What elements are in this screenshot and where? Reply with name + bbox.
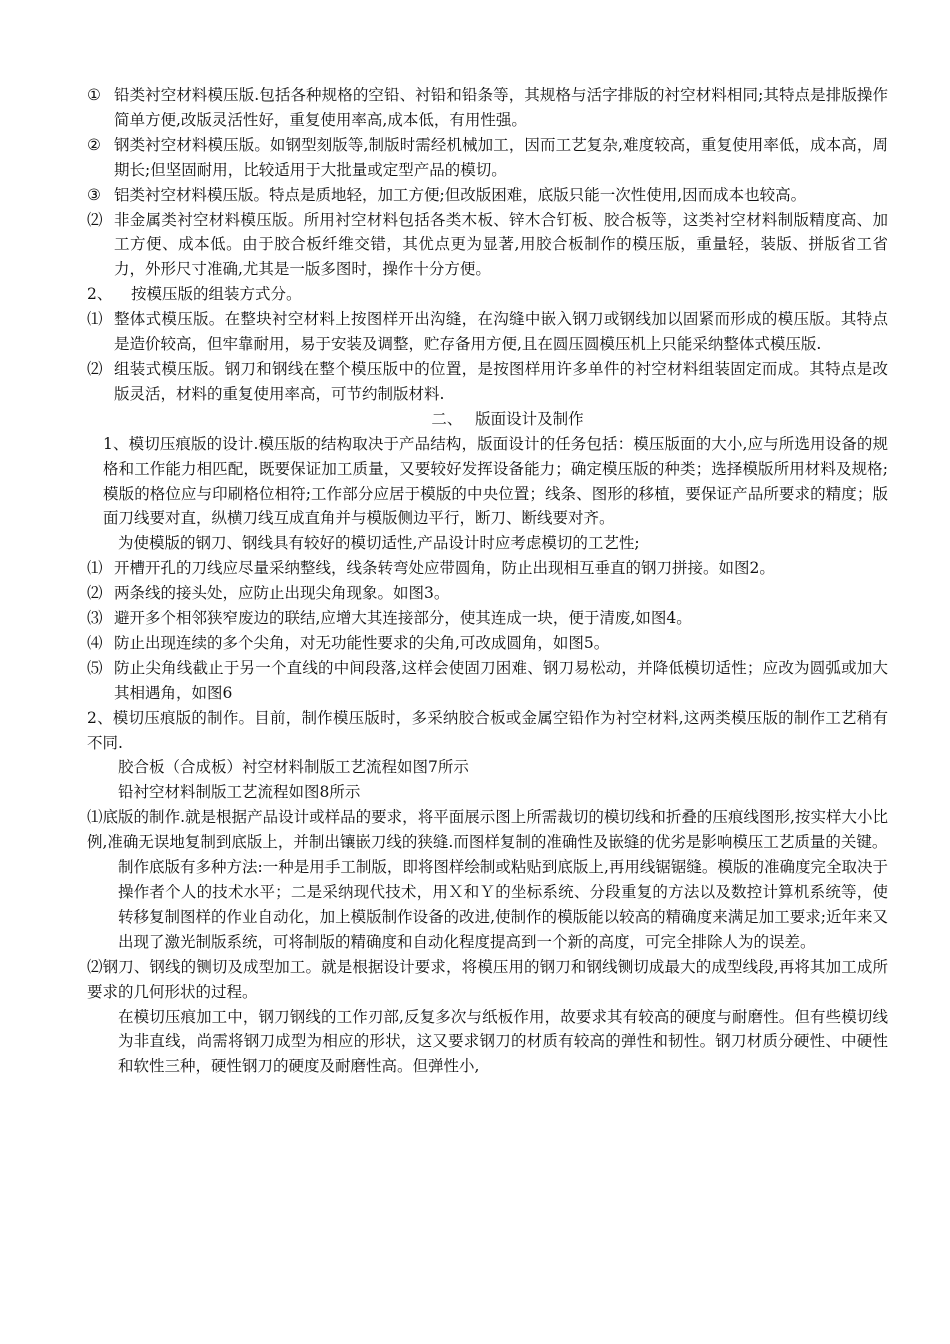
list-item (87, 133, 888, 183)
paragraph: 1、模切压痕版的设计.模压版的结构取决于产品结构，版面设计的任务包括：模压版面的大小,应与所选用设备的规格和工作能力相匹配，既要保证加工质量，又要较好发挥设备能力；确定模压版的种类；选择模版所用材料及规格;模版的格位应与印刷格位相符;工作部分应居于模版的中央位置；线条、图形的移植，要保证产品所要求的精度；版面刀线要对直，纵横刀线互成直角并与模版侧边平行，断刀、断线要对齐。 (103, 434, 888, 528)
paragraph: 2、模切压痕版的制作。目前，制作模压版时，多采纳胶合板或金属空铅作为衬空材料,这两类模压版的制作工艺稍有不同. (87, 708, 888, 752)
item-text: 非金属类衬空材料模压版。所用衬空材料包括各类木板、锌木合钉板、胶合板等，这类衬空材料制版精度高、加工方便、成本低。由于胶合板纤维交错，其优点更为显著,用胶合板制作的模压版，重量轻，装版、拼版省工省力，外形尺寸准确,尤其是一版多图时，操作十分方便。 (114, 210, 888, 279)
item-number: ⑴ (87, 808, 103, 827)
item-text: 防止尖角线截止于另一个直线的中间段落,这样会使固刀困难、钢刀易松动，并降低模切适性；应改为圆弧或加大其相遇角，如图6 (114, 658, 888, 702)
item-text: 组装式模压版。钢刀和钢线在整个模压版中的位置，是按图样用许多单件的衬空材料组装固定而成。其特点是改版灵活，材料的重复使用率高，可节约制版材料. (114, 359, 888, 403)
numbered-paragraph (87, 805, 888, 855)
item-number: ⑵ (87, 210, 103, 229)
list-item (87, 656, 888, 706)
item-number: ⑶ (87, 609, 103, 628)
item-number: ① (87, 86, 101, 104)
list-item (87, 208, 888, 283)
item-number: ⑵ (87, 359, 103, 378)
item-number: ⑴ (87, 310, 103, 329)
item-number: ⑵ (87, 584, 103, 603)
item-number: ② (87, 135, 101, 154)
list-item (87, 357, 888, 407)
list-item (87, 631, 888, 656)
item-number: ⑴ (87, 559, 103, 578)
item-number: ③ (87, 185, 101, 204)
numbered-paragraph (87, 955, 888, 1005)
paragraph: 为使模版的钢刀、钢线具有较好的模切适性,产品设计时应考虑模切的工艺性; (118, 534, 640, 553)
item-text: 铅类衬空材料模压版.包括各种规格的空铅、衬铅和铅条等，其规格与活字排版的衬空材料相同;其特点是排版操作简单方便,改版灵活性好，重复使用率高,成本低，有用性强。 (114, 86, 888, 129)
item-text: 两条线的接头处，应防止出现尖角现象。如图3。 (114, 584, 450, 603)
section-heading: 二、 版面设计及制作 (431, 409, 584, 428)
item-text: 钢刀、钢线的铡切及成型加工。就是根据设计要求，将模压用的钢刀和钢线铡切成最大的成型线段,再将其加工成所要求的几何形状的过程。 (87, 957, 888, 1001)
list-item (87, 556, 888, 581)
list-item (87, 606, 888, 631)
heading-text: 按模压版的组装方式分。 (131, 285, 302, 304)
item-text: 铝类衬空材料模压版。特点是质地轻，加工方便;但改版困难，底版只能一次性使用,因而成本也较高。 (114, 185, 807, 204)
item-text: 防止出现连续的多个尖角，对无功能性要求的尖角,可改成圆角，如图5。 (114, 633, 610, 652)
item-text: 钢类衬空材料模压版。如钢型刻版等,制版时需经机械加工，因而工艺复杂,难度较高，重复使用率低，成本高，周期长;但坚固耐用，比较适用于大批量或定型产品的模切。 (114, 135, 888, 179)
paragraph: 铅衬空材料制版工艺流程如图8所示 (118, 783, 361, 802)
paragraph: 胶合板（合成板）衬空材料制版工艺流程如图7所示 (118, 758, 469, 777)
item-number: ⑸ (87, 658, 103, 677)
item-number: ⑷ (87, 633, 103, 652)
list-item (87, 83, 888, 133)
heading-number: 2、 (87, 285, 113, 304)
list-item (87, 183, 888, 208)
list-item (87, 581, 888, 606)
item-text: 避开多个相邻狭窄废边的联结,应增大其连接部分，使其连成一块，便于清废,如图4。 (114, 609, 692, 628)
paragraph: 制作底版有多种方法:一种是用手工制版，即将图样绘制或粘贴到底版上,再用线锯锯缝。模版的准确度完全取决于操作者个人的技术水平；二是采纳现代技术，用Ｘ和Ｙ的坐标系统、分段重复的方法以及数控计算机系统等，使转移复制图样的作业自动化，加上模版制作设备的改进,使制作的模版能以较高的精确度来满足加工要求;近年来又出现了激光制版系统，可将制版的精确度和自动化程度提高到一个新的高度，可完全排除人为的误差。 (118, 858, 888, 951)
section-subheading (87, 282, 888, 307)
paragraph: 在模切压痕加工中，钢刀钢线的工作刃部,反复多次与纸板作用，故要求其有较高的硬度与耐磨性。但有些模切线为非直线，尚需将钢刀成型为相应的形状，这又要求钢刀的材质有较高的弹性和韧性。钢刀材质分硬性、中硬性和软性三种，硬性钢刀的硬度及耐磨性高。但弹性小, (118, 1007, 888, 1076)
item-text: 整体式模压版。在整块衬空材料上按图样开出沟缝，在沟缝中嵌入钢刀或钢线加以固紧而形成的模压版。其特点是造价较高，但牢靠耐用，易于安装及调整，贮存备用方便,且在圆压圆模压机上只能采纳整体式模压版. (114, 310, 888, 354)
list-item (87, 307, 888, 357)
item-text: 底版的制作.就是根据产品设计或样品的要求，将平面展示图上所需裁切的模切线和折叠的压痕线图形,按实样大小比例,准确无误地复制到底版上，并制出镶嵌刀线的狭缝.而图样复制的准确性及嵌缝的优劣是影响模压工艺质量的关键。 (87, 808, 888, 852)
item-text: 开槽开孔的刀线应尽量采纳整线，线条转弯处应带圆角，防止出现相互垂直的钢刀拼接。如图2。 (114, 559, 775, 578)
item-number: ⑵ (87, 957, 103, 976)
